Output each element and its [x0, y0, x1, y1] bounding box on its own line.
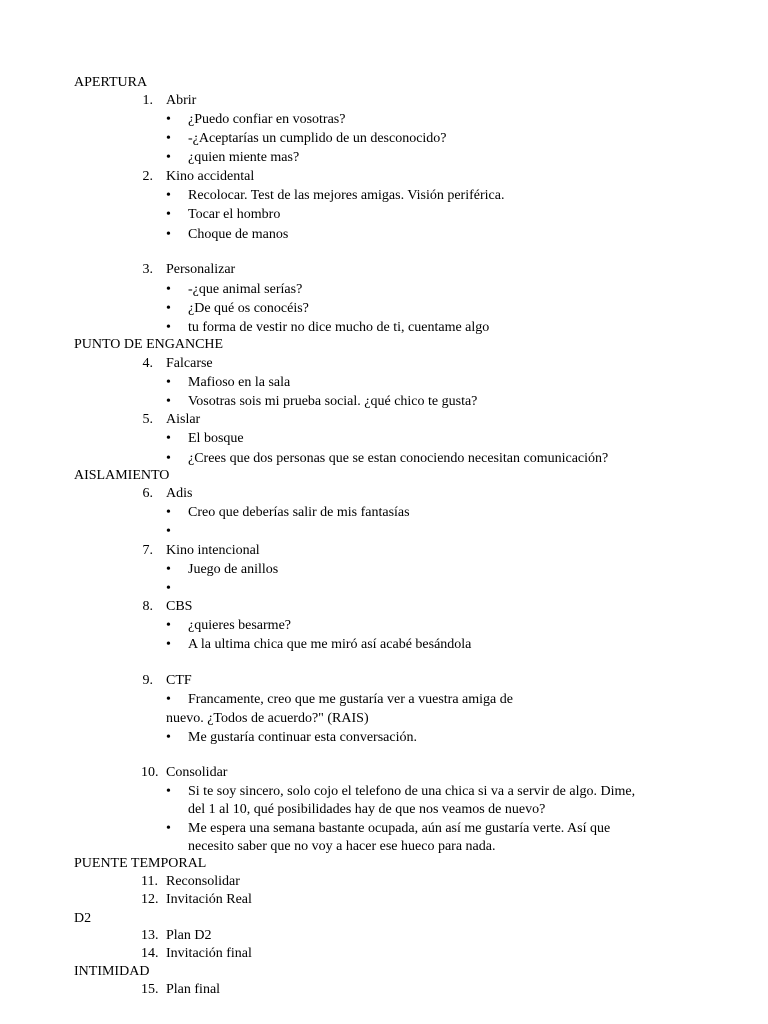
- bullet-text: Vosotras sois mi prueba social. ¿qué chico te gusta?: [188, 394, 478, 409]
- bullet-text: Juego de anillos: [188, 562, 279, 577]
- item-number: 1.: [142, 93, 153, 108]
- bullet-icon: •: [166, 505, 171, 520]
- bullet-text: ¿Puedo confiar en vosotras?: [188, 112, 346, 127]
- bullet-icon: •: [166, 131, 171, 146]
- item-number: 8.: [142, 599, 153, 614]
- section-heading: D2: [74, 911, 92, 926]
- item-number: 5.: [142, 412, 153, 427]
- item-number: 7.: [142, 543, 153, 558]
- bullet-icon: •: [166, 637, 171, 652]
- item-label: Aislar: [166, 412, 201, 427]
- bullet-text: Recolocar. Test de las mejores amigas. Visión periférica.: [188, 188, 505, 203]
- bullet-text: -¿que animal serías?: [188, 282, 303, 297]
- item-number: 13.: [141, 928, 159, 943]
- section-heading: PUENTE TEMPORAL: [74, 856, 207, 871]
- item-label: Abrir: [166, 93, 197, 108]
- item-label: Reconsolidar: [166, 874, 240, 889]
- bullet-icon: •: [166, 451, 171, 466]
- bullet-icon: •: [166, 562, 171, 577]
- item-label: Invitación Real: [166, 892, 252, 907]
- item-number: 6.: [142, 486, 153, 501]
- item-number: 3.: [142, 262, 153, 277]
- bullet-text: Francamente, creo que me gustaría ver a vuestra amiga de: [188, 692, 513, 707]
- section-heading: PUNTO DE ENGANCHE: [74, 337, 224, 352]
- bullet-icon: •: [166, 524, 171, 539]
- bullet-text: Me gustaría continuar esta conversación.: [188, 730, 417, 745]
- item-number: 11.: [141, 874, 158, 889]
- bullet-text: -¿Aceptarías un cumplido de un desconocido?: [188, 131, 447, 146]
- bullet-icon: •: [166, 730, 171, 745]
- bullet-text: A la ultima chica que me miró así acabé besándola: [188, 637, 472, 652]
- bullet-icon: •: [166, 282, 171, 297]
- item-number: 4.: [142, 356, 153, 371]
- bullet-icon: •: [166, 784, 171, 799]
- item-label: Plan final: [166, 982, 221, 997]
- bullet-text: Tocar el hombro: [188, 207, 281, 222]
- bullet-icon: •: [166, 431, 171, 446]
- item-number: 9.: [142, 673, 153, 688]
- bullet-text-continued: del 1 al 10, qué posibilidades hay de que nos veamos de nuevo?: [188, 802, 546, 817]
- item-label: Kino accidental: [166, 169, 255, 184]
- section-heading: INTIMIDAD: [74, 964, 150, 979]
- bullet-icon: •: [166, 320, 171, 335]
- bullet-text: Mafioso en la sala: [188, 375, 291, 390]
- bullet-icon: •: [166, 207, 171, 222]
- bullet-text-continued: nuevo. ¿Todos de acuerdo?" (RAIS): [166, 711, 369, 726]
- bullet-icon: •: [166, 692, 171, 707]
- bullet-text: ¿quien miente mas?: [188, 150, 300, 165]
- bullet-text-continued: necesito saber que no voy a hacer ese hueco para nada.: [188, 839, 496, 854]
- section-heading: APERTURA: [74, 75, 148, 90]
- bullet-text: ¿quieres besarme?: [188, 618, 291, 633]
- bullet-icon: •: [166, 618, 171, 633]
- bullet-text: Creo que deberías salir de mis fantasías: [188, 505, 410, 520]
- item-number: 14.: [141, 946, 159, 961]
- bullet-text: Si te soy sincero, solo cojo el telefono de una chica si va a servir de algo. Dime,: [188, 784, 636, 799]
- item-label: Personalizar: [166, 262, 236, 277]
- bullet-icon: •: [166, 301, 171, 316]
- section-heading: AISLAMIENTO: [74, 468, 170, 483]
- bullet-text: Me espera una semana bastante ocupada, aún así me gustaría verte. Así que: [188, 821, 611, 836]
- bullet-text: ¿Crees que dos personas que se estan conociendo necesitan comunicación?: [188, 451, 609, 466]
- item-label: Kino intencional: [166, 543, 260, 558]
- bullet-icon: •: [166, 375, 171, 390]
- item-label: Invitación final: [166, 946, 252, 961]
- item-label: Falcarse: [166, 356, 213, 371]
- item-label: CTF: [166, 673, 192, 688]
- item-label: Plan D2: [166, 928, 212, 943]
- bullet-text: El bosque: [188, 431, 244, 446]
- item-label: Adis: [166, 486, 193, 501]
- bullet-icon: •: [166, 150, 171, 165]
- item-label: Consolidar: [166, 765, 228, 780]
- bullet-icon: •: [166, 581, 171, 596]
- bullet-text: Choque de manos: [188, 227, 289, 242]
- bullet-icon: •: [166, 394, 171, 409]
- bullet-icon: •: [166, 188, 171, 203]
- item-number: 15.: [141, 982, 159, 997]
- bullet-text: tu forma de vestir no dice mucho de ti, cuentame algo: [188, 320, 490, 335]
- item-number: 12.: [141, 892, 159, 907]
- bullet-text: ¿De qué os conocéis?: [188, 301, 309, 316]
- bullet-icon: •: [166, 821, 171, 836]
- item-label: CBS: [166, 599, 193, 614]
- bullet-icon: •: [166, 112, 171, 127]
- item-number: 10.: [141, 765, 159, 780]
- item-number: 2.: [142, 169, 153, 184]
- bullet-icon: •: [166, 227, 171, 242]
